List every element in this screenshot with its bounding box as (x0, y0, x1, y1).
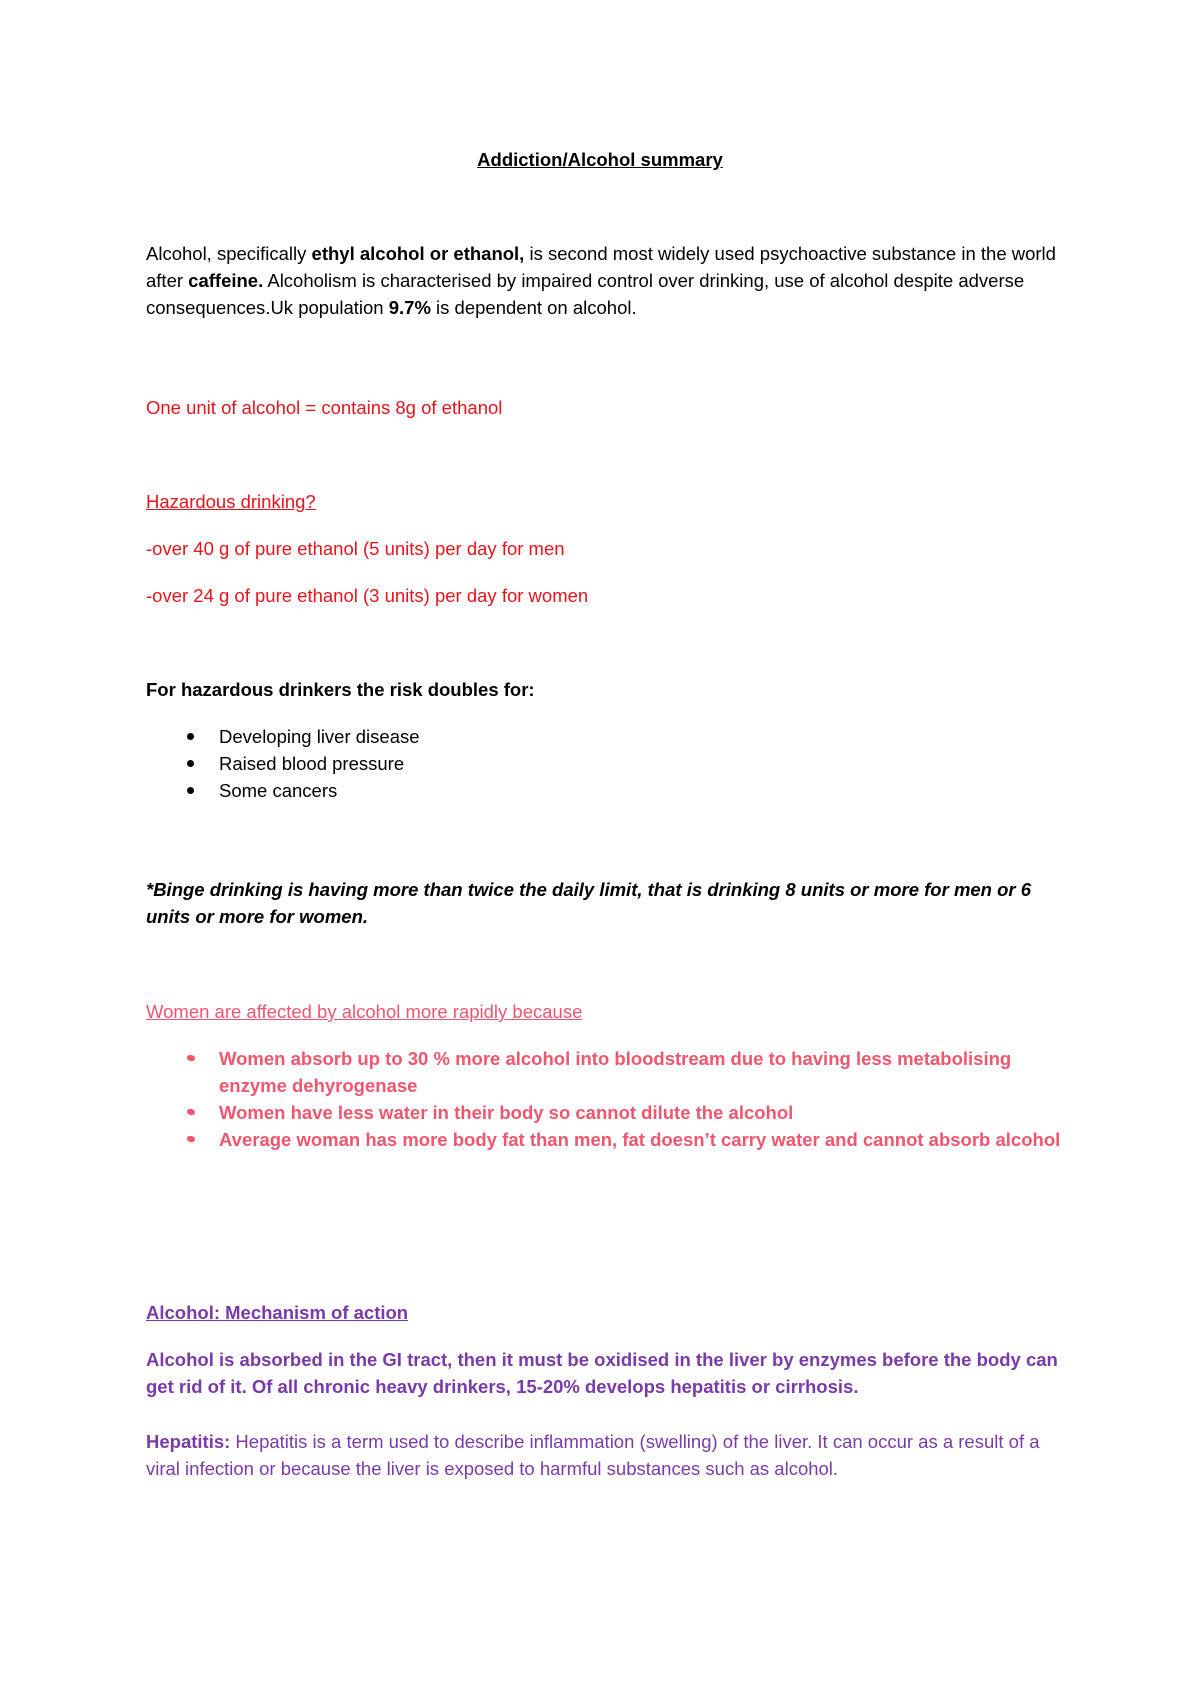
list-item-text: Developing liver disease (219, 726, 420, 747)
bullet-icon (187, 760, 194, 767)
intro-bold-percent: 9.7% (388, 297, 431, 318)
intro-text-2: is second most widely used psychoactive substance in the world after (146, 243, 1056, 291)
list-item (146, 723, 1076, 750)
intro-bold-ethanol: ethyl alcohol or ethanol, (311, 243, 525, 264)
list-item-text: Women absorb up to 30 % more alcohol into bloodstream due to having less metabolising enzyme dehyrogenase (219, 1048, 1012, 1096)
hazardous-women: -over 24 g of pure ethanol (3 units) per day for women (146, 585, 589, 606)
bullet-icon (186, 1108, 195, 1116)
list-item (146, 750, 1076, 777)
list-item-text: Raised blood pressure (219, 753, 405, 774)
hazardous-men: -over 40 g of pure ethanol (5 units) per day for men (146, 538, 565, 559)
binge-note: *Binge drinking is having more than twice the daily limit, that is drinking 8 units or more for men or 6 units or more for women. (146, 879, 1032, 927)
list-item (146, 1099, 1076, 1126)
intro-text-1: Alcohol, specifically (146, 243, 312, 264)
bullet-icon (186, 1054, 195, 1062)
mechanism-heading: Alcohol: Mechanism of action (146, 1302, 409, 1323)
intro-paragraph (146, 240, 1076, 321)
list-item (146, 777, 1076, 804)
risk-heading: For hazardous drinkers the risk doubles for: (146, 679, 535, 700)
intro-bold-caffeine: caffeine. (188, 270, 264, 291)
bullet-icon (187, 787, 194, 794)
list-item (146, 1045, 1076, 1099)
risk-list (146, 723, 1076, 804)
women-list (146, 1045, 1076, 1153)
unit-definition: One unit of alcohol = contains 8g of ethanol (146, 397, 503, 418)
hepatitis-text: Hepatitis is a term used to describe inflammation (swelling) of the liver. It can occur as a result of a viral infection or because the liver is exposed to harmful substances such as alcohol. (146, 1431, 1040, 1479)
list-item-text: Women have less water in their body so cannot dilute the alcohol (219, 1102, 794, 1123)
intro-text-4: is dependent on alcohol. (430, 297, 637, 318)
bullet-icon (186, 1135, 195, 1143)
mechanism-paragraph: Alcohol is absorbed in the GI tract, then it must be oxidised in the liver by enzymes before the body can get rid of it. Of all chronic heavy drinkers, 15-20% develops hepatitis or cirrhosis. (146, 1349, 1058, 1397)
hazardous-heading: Hazardous drinking? (146, 491, 316, 512)
intro-text-3: Alcoholism is characterised by impaired control over drinking, use of alcohol despite adverse consequences.Uk population (146, 270, 1025, 318)
hepatitis-label: Hepatitis: (146, 1431, 231, 1452)
page-title: Addiction/Alcohol summary (477, 149, 723, 170)
list-item-text: Some cancers (219, 780, 338, 801)
women-heading: Women are affected by alcohol more rapidly because (146, 1001, 583, 1022)
hepatitis-paragraph (146, 1428, 1076, 1482)
list-item-text: Average woman has more body fat than men, fat doesn’t carry water and cannot absorb alcohol (219, 1129, 1061, 1150)
bullet-icon (187, 733, 194, 740)
list-item (146, 1126, 1076, 1153)
